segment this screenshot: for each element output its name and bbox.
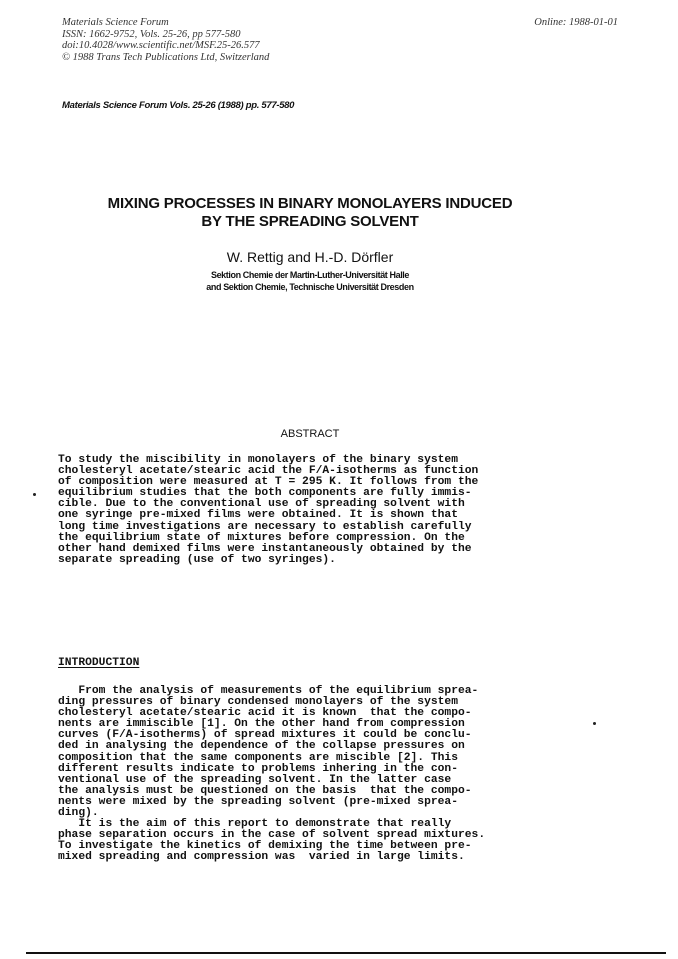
abstract-body bbox=[58, 455, 478, 566]
introduction-line: the analysis must be questioned on the basis that the compo- bbox=[58, 784, 472, 797]
abstract-line: To study the miscibility in monolayers of the binary system bbox=[58, 454, 458, 466]
introduction-line: From the analysis of measurements of the equilibrium sprea- bbox=[58, 685, 479, 697]
introduction-line: different results indicate to problems inhering in the con- bbox=[58, 762, 458, 775]
introduction-line: mixed spreading and compression was varied in large limits. bbox=[58, 851, 465, 864]
abstract-line: equilibrium studies that the both components are fully immis- bbox=[58, 487, 472, 500]
paper-title bbox=[0, 195, 620, 231]
citation-journal: Materials Science Forum bbox=[62, 17, 169, 28]
title-line: BY THE SPREADING SOLVENT bbox=[201, 213, 419, 230]
affiliations bbox=[0, 269, 620, 293]
introduction-line: ventional use of the spreading solvent. In the latter case bbox=[58, 773, 452, 786]
introduction-line: nents were mixed by the spreading solvent (pre-mixed sprea- bbox=[58, 795, 458, 808]
citation-issn: ISSN: 1662-9752, Vols. 25-26, pp 577-580 bbox=[62, 28, 241, 40]
affiliation-line: and Sektion Chemie, Technische Universität Dresden bbox=[206, 282, 414, 292]
introduction-line: nents are immiscible [1]. On the other hand from compression bbox=[58, 718, 465, 731]
abstract-line: one syringe pre-mixed films were obtained. It is shown that bbox=[58, 509, 458, 522]
introduction-line: ded in analysing the dependence of the collapse pressures on bbox=[58, 740, 465, 753]
abstract-line: the equilibrium state of mixtures before compression. On the bbox=[58, 531, 465, 544]
scan-speck bbox=[593, 722, 596, 725]
citation-doi: doi:10.4028/www.scientific.net/MSF.25-26.577 bbox=[62, 40, 260, 52]
abstract-line: of composition were measured at T = 295 K. It follows from the bbox=[58, 476, 479, 489]
bottom-rule bbox=[26, 952, 666, 954]
introduction-line: phase separation occurs in the case of solvent spread mixtures. bbox=[58, 829, 486, 842]
introduction-line: composition that the same components are miscible [2]. This bbox=[58, 751, 458, 764]
abstract-line: long time investigations are necessary to establish carefully bbox=[58, 520, 472, 533]
journal-reference: Materials Science Forum Vols. 25-26 (1988) pp. 577-580 bbox=[62, 100, 295, 111]
abstract-line: other hand demixed films were instantaneously obtained by the bbox=[58, 542, 472, 555]
abstract-line: cholesteryl acetate/stearic acid the F/A-isotherms as function bbox=[58, 465, 479, 478]
introduction-line: ding pressures of binary condensed monolayers of the system bbox=[58, 696, 458, 709]
affiliation-line: Sektion Chemie der Martin-Luther-Universität Halle bbox=[210, 270, 410, 280]
introduction-body bbox=[58, 686, 485, 864]
online-date: Online: 1988-01-01 bbox=[534, 17, 618, 28]
introduction-line: ding). bbox=[58, 807, 99, 820]
title-line: MIXING PROCESSES IN BINARY MONOLAYERS INDUCED bbox=[107, 195, 513, 212]
introduction-line: It is the aim of this report to demonstrate that really bbox=[58, 818, 452, 831]
citation-block bbox=[62, 17, 269, 63]
citation-copyright: © 1988 Trans Tech Publications Ltd, Switzerland bbox=[62, 51, 270, 63]
abstract-line: cible. Due to the conventional use of spreading solvent with bbox=[58, 498, 465, 511]
introduction-heading: INTRODUCTION bbox=[58, 657, 140, 669]
scan-speck bbox=[33, 493, 36, 496]
abstract-line: separate spreading (use of two syringes). bbox=[58, 553, 336, 566]
introduction-line: To investigate the kinetics of demixing the time between pre- bbox=[58, 840, 472, 853]
abstract-heading: ABSTRACT bbox=[280, 428, 340, 440]
authors: W. Rettig and H.-D. Dörfler bbox=[226, 249, 394, 265]
introduction-line: cholesteryl acetate/stearic acid it is known that the compo- bbox=[58, 707, 472, 720]
introduction-line: curves (F/A-isotherms) of spread mixtures it could be conclu- bbox=[58, 729, 472, 742]
